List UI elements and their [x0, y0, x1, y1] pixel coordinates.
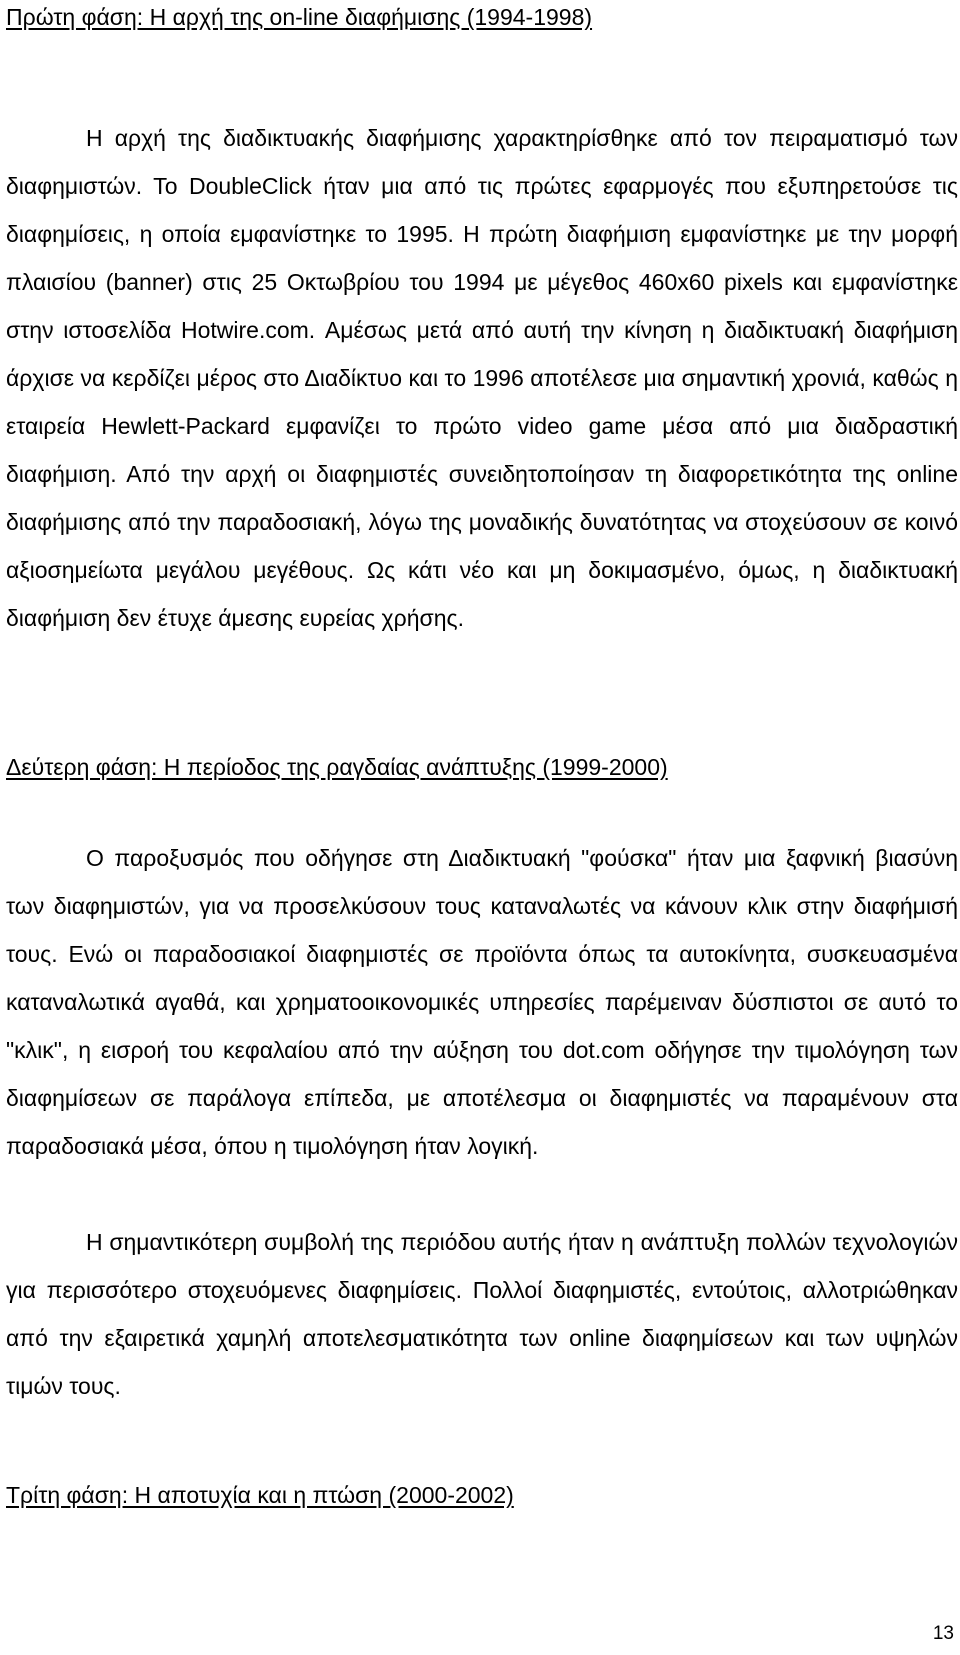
paragraph-first-phase: Η αρχή της διαδικτυακής διαφήμισης χαρακτηρίσθηκε από τον πειραματισμό των διαφημιστών. Το DoubleClick ήταν μια από τις πρώτες εφαρμογές που εξυπηρετούσε τις διαφημίσεις, η οποία εμφανίστηκε το 1995. Η πρώτη διαφήμιση εμφανίστηκε με την μορφή πλαισίου (banner) στις 25 Οκτωβρίου του 1994 με μέγεθος 460x60 pixels και εμφανίστηκε στην ιστοσελίδα Hotwire.com. Αμέσως μετά από αυτή την κίνηση η διαδικτυακή διαφήμιση άρχισε να κερδίζει μέρος στο Διαδίκτυο και το 1996 αποτέλεσε μια σημαντική χρονιά, καθώς η εταιρεία Hewlett-Packard εμφανίζει το πρώτο video game μέσα από μια διαδραστική διαφήμιση. Από την αρχή οι διαφημιστές συνειδητοποίησαν τη διαφορετικότητα της online διαφήμισης από την παραδοσιακή, λόγω της μοναδικής δυνατότητας να στοχεύσουν σε κοινό αξιοσημείωτα μεγάλου μεγέθους. Ως κάτι νέο και μη δοκιμασμένο, όμως, η διαδικτυακή διαφήμιση δεν έτυχε άμεσης ευρείας χρήσης. [6, 125, 958, 631]
section-heading-second-phase: Δεύτερη φάση: Η περίοδος της ραγδαίας ανάπτυξης (1999-2000) [6, 754, 668, 780]
page-number: 13 [932, 1623, 954, 1644]
section-heading-first-phase: Πρώτη φάση: Η αρχή της on-line διαφήμισης (1994-1998) [6, 4, 593, 30]
paragraph-second-phase-2: Η σημαντικότερη συμβολή της περιόδου αυτής ήταν η ανάπτυξη πολλών τεχνολογιών για περισσότερο στοχευόμενες διαφημίσεις. Πολλοί διαφημιστές, εντούτοις, αλλοτριώθηκαν από την εξαιρετικά χαμηλή αποτελεσματικότητα των online διαφημίσεων και των υψηλών τιμών τους. [6, 1229, 958, 1399]
paragraph-second-phase-1: Ο παροξυσμός που οδήγησε στη Διαδικτυακή "φούσκα" ήταν μια ξαφνική βιασύνη των διαφημιστών, για να προσελκύσουν τους καταναλωτές να κάνουν κλικ στην διαφήμισή τους. Ενώ οι παραδοσιακοί διαφημιστές σε προϊόντα όπως τα αυτοκίνητα, συσκευασμένα καταναλωτικά αγαθά, και χρηματοοικονομικές υπηρεσίες παρέμειναν δύσπιστοι σε αυτό το "κλικ", η εισροή του κεφαλαίου από την αύξηση του dot.com οδήγησε την τιμολόγηση των διαφημίσεων σε παράλογα επίπεδα, με αποτέλεσμα οι διαφημιστές να παραμένουν στα παραδοσιακά μέσα, όπου η τιμολόγηση ήταν λογική. [6, 845, 958, 1159]
section-heading-third-phase: Τρίτη φάση: Η αποτυχία και η πτώση (2000-2002) [6, 1482, 514, 1508]
